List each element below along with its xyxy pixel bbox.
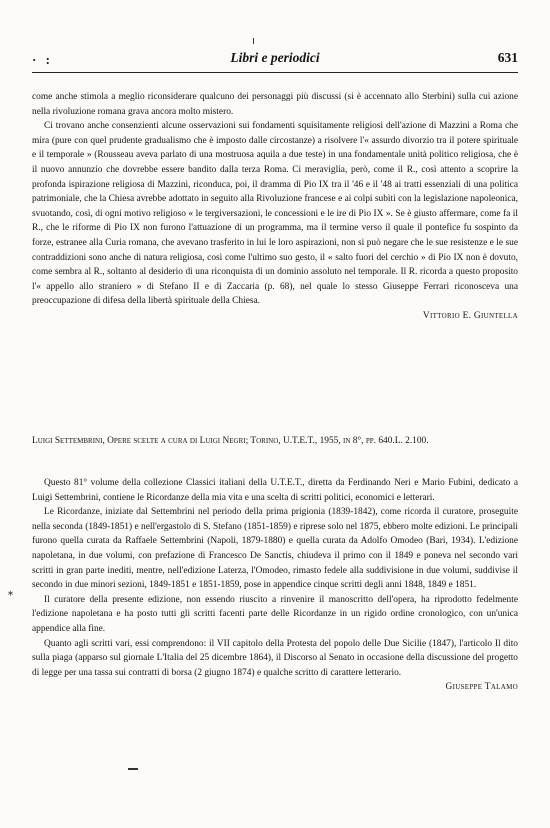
review-2	[32, 476, 518, 695]
review-2-signature: Giuseppe Talamo	[445, 682, 518, 693]
review-2-citation	[32, 434, 518, 449]
review-1-continuation: come anche stimola a meglio riconsiderare qualcuno dei personaggi più discussi (si è accennato allo Sterbini) sulla cui azione nella rivoluzione romana grava ancora molto mistero.	[32, 92, 518, 117]
header-mark: · :	[32, 52, 53, 67]
citation-text: Luigi Settembrini, Opere scelte a cura di Luigi Negri; Torino, U.T.E.T., 1955, in 8°, pp. 640.L. 2.100.	[32, 436, 429, 446]
running-header	[32, 50, 518, 70]
review-1-signature: Vittorio E. Giuntella	[422, 310, 518, 321]
header-rule	[32, 72, 518, 73]
page-number: 631	[497, 50, 518, 65]
review-2-paragraph-2: Le Ricordanze, iniziate dal Settembrini nel periodo della prima prigionia (1839-1842), come ricorda il curatore, proseguite nella seconda (1849-1851) e nell'ergastolo di S. Stefano (1851-1859) e riprese solo nel 1875, ebbero molte edizioni. Le principali furono quella curata da Raffaele Settembrini (Napoli, 1879-1880) e quella curata da Adolfo Omodeo (Bari, 1934). L'edizione napoletana, in due volumi, con prefazione di Francesco De Sanctis, chiudeva il primo con il 1849 e poneva nel secondo vari scritti in gran parte inediti, mentre, nell'edizione Laterza, l'Omodeo, rimasto fedele alla suddivisione in due volumi, suddivise il secondo in due minori sezioni, 1849-1851 e 1851-1859, pose in appendice cinque scritti degli anni 1848, 1849 e 1851.	[32, 507, 518, 591]
review-2-paragraph-1: Questo 81° volume della collezione Classici italiani della U.T.E.T., diretta da Ferdinando Neri e Mario Fubini, dedicato a Luigi Settembrini, contiene le Ricordanze della mia vita e una scelta di scritti politici, economici e letterari.	[32, 478, 518, 503]
page-tick-mark	[253, 38, 254, 44]
review-2-paragraph-4: Quanto agli scritti vari, essi comprendono: il VII capitolo della Protesta del popolo delle Due Sicilie (1847), l'articolo Il dito sulla piaga (apparso sul giornale L'Italia del 25 dicembre 1864), il Discorso al Senato in occasione della discussione del progetto di legge per una tassa sui contratti di borsa (2 giugno 1874) e qualche scritto di carattere letterario.	[32, 638, 518, 678]
review-1	[32, 90, 518, 324]
review-1-paragraph: Ci trovano anche consenzienti alcune osservazioni sui fondamenti squisitamente religiosi dell'azione di Mazzini a Roma che mira (pure con quel prudente gradualismo che è imposto dalle circostanze) a risolvere l'« assurdo divorzio tra il potere spirituale e il temporale » (Rousseau aveva parlato di una mostruosa aquila a due teste) in una fondamentale unità politico religiosa, che è il nuovo annunzio che dovrebbe essere bandito dalla terza Roma. Ci meraviglia, però, come il R., così attento a scoprire la profonda ispirazione religiosa di Mazzini, riconduca, poi, il dramma di Pio IX tra il '46 e il '48 ai tratti essenziali di una politica patrimoniale, che la Chiesa avrebbe adottato in seguito alla Rivoluzione francese e ai colpi subìti con la legislazione napoleonica, svuotando, così, di ogni motivo religioso « le tergiversazioni, le concessioni e le ire di Pio IX ». Se è giusto affermare, come fa il R., che le riforme di Pio IX non furono l'attuazione di un programma, ma il termine verso il quale il pontefice fu sospinto da forze, estranee alla Curia romana, che avevano trasferito in lui le loro aspirazioni, non si può negare che le sue resistenze e le sue contraddizioni sono anche di natura religiosa, così come l'ultimo suo gesto, il « salto fuori del cerchio » di Pio IX non è dovuto, come sembra al R., soltanto al desiderio di una riconquista di un dominio assoluto nel temporale. Il R. ricorda a questo proposito l'« appello allo straniero » di Stefano II e di Zaccaria (p. 68), nel quale lo stesso Giuseppe Ferrari riconosceva una preoccupazione di difesa della libertà spirituale della Chiesa.	[32, 121, 518, 307]
review-2-paragraph-3: Il curatore della presente edizione, non essendo riuscito a rinvenire il manoscritto dell'opera, ha riprodotto fedelmente l'edizione napoletana e ha posto tutti gli scritti facenti parte delle Ricordanze in un rigido ordine cronologico, con un'unica appendice alla fine.	[32, 594, 518, 634]
dash-mark	[128, 768, 138, 770]
header-title: Libri e periodici	[230, 50, 320, 65]
margin-mark: ⁎	[8, 587, 13, 598]
